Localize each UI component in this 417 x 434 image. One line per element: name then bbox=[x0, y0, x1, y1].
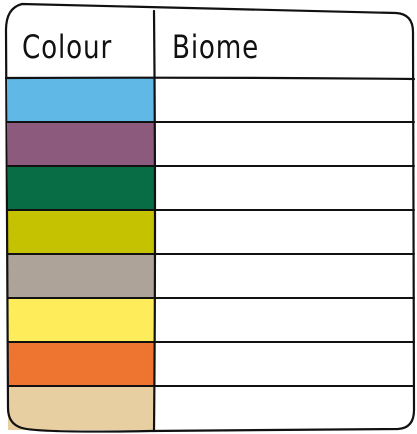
biome-cell-1 bbox=[155, 78, 412, 122]
header-separator-line bbox=[6, 78, 414, 79]
colour-swatch-6 bbox=[8, 298, 155, 342]
biome-cell-4 bbox=[155, 210, 412, 254]
column-divider-line bbox=[154, 11, 155, 431]
colour-swatch-1 bbox=[8, 78, 155, 122]
colour-swatch-8 bbox=[8, 386, 155, 430]
colour-swatch-7 bbox=[8, 342, 155, 386]
biome-cell-2 bbox=[155, 122, 412, 166]
colour-swatch-2 bbox=[8, 122, 155, 166]
biome-column-header: Biome bbox=[172, 28, 260, 66]
colour-swatch-4 bbox=[8, 210, 155, 254]
biome-cell-5 bbox=[155, 254, 412, 298]
colour-swatch-3 bbox=[8, 166, 155, 210]
colour-swatch-5 bbox=[8, 254, 155, 298]
biome-cell-3 bbox=[155, 166, 412, 210]
biome-cell-8 bbox=[155, 386, 412, 430]
biome-cell-7 bbox=[155, 342, 412, 386]
biome-cell-6 bbox=[155, 298, 412, 342]
colour-column-header: Colour bbox=[22, 28, 113, 66]
